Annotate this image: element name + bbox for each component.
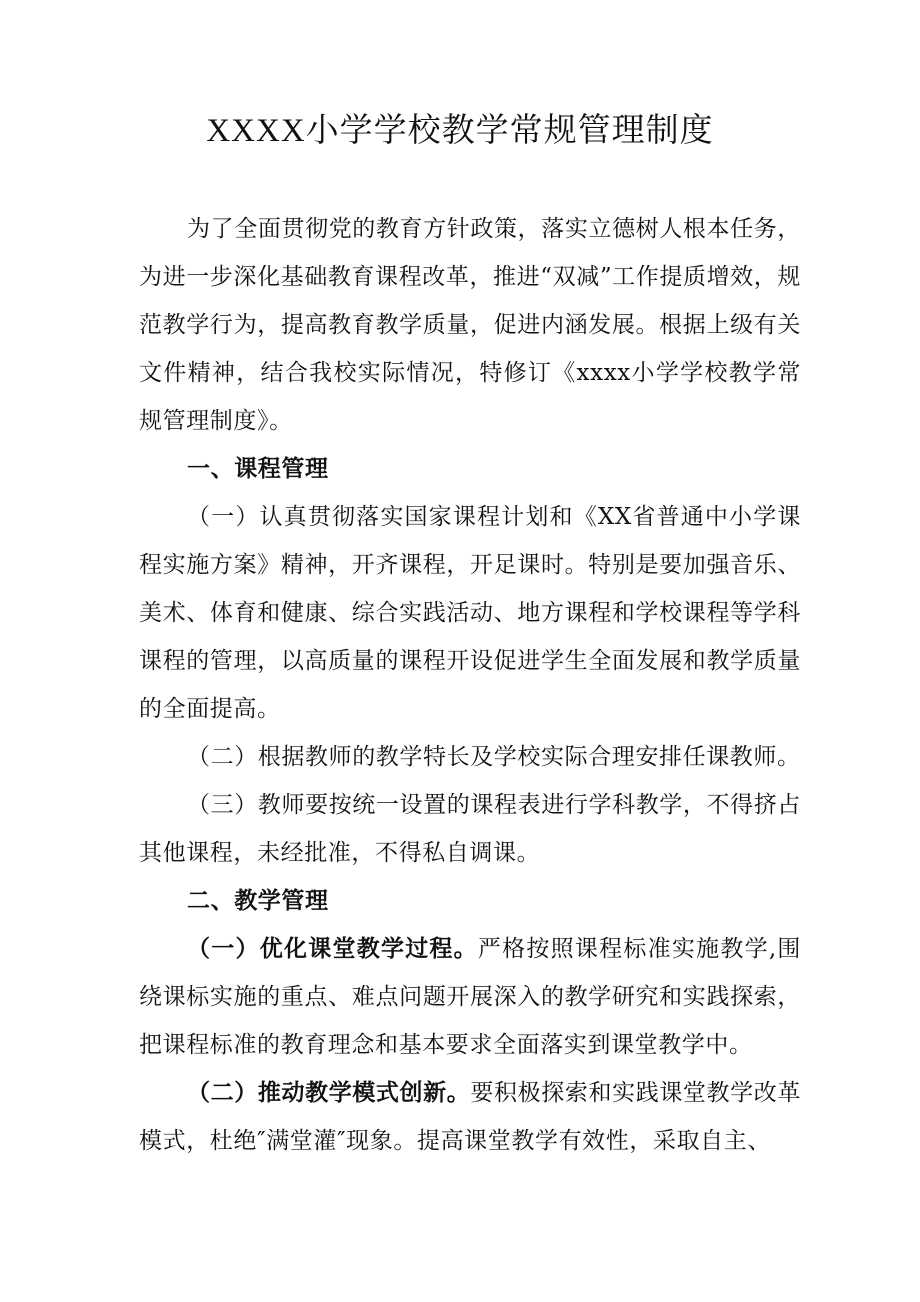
section1-heading: 一、课程管理 [187,456,329,482]
intro-paragraph: 为了全面贯彻党的教育方针政策，落实立德树人根本任务，为进一步深化基础教育课程改革，推进“双减”工作提质增效，规范教学行为，提高教育教学质量，促进内涵发展。根据上级有关文件精神，结合我校实际情况，特修订《xxxx小学学校教学常规管理制度》。 [139,216,801,434]
section2-item1-text: 严格按照课程标准实施教学,围绕课标实施的重点、难点问题开展深入的教学研究和实践探索，把课程标准的教育理念和基本要求全面落实到课堂教学中。 [139,936,801,1058]
section1-item1: （一）认真贯彻落实国家课程计划和《XX省普通中小学课程实施方案》精神，开齐课程，开足课时。特别是要加强音乐、美术、体育和健康、综合实践活动、地方课程和学校课程等学科课程的管理，以高质量的课程开设促进学生全面发展和教学质量的全面提高。 [139,504,801,722]
section2-item1-lead: （一）优化课堂教学过程。 [187,936,478,962]
section2-item2-lead: （二）推动教学模式创新。 [187,1080,471,1106]
section2-item2 [139,1069,801,1165]
section2-heading: 二、教学管理 [187,888,329,914]
section2-item1 [139,925,801,1069]
section1-item3: （三）教师要按统一设置的课程表进行学科教学，不得挤占其他课程，未经批准，不得私自调课。 [139,792,801,866]
section1-item2: （二）根据教师的教学特长及学校实际合理安排任课教师。 [187,744,801,770]
document-body [139,205,801,1165]
section2-item2-text: 要积极探索和实践课堂教学改革模式，杜绝″满堂灌″现象。提高课堂教学有效性，采取自主、 [139,1080,801,1154]
document-title: XXXX小学学校教学常规管理制度 [206,113,714,149]
